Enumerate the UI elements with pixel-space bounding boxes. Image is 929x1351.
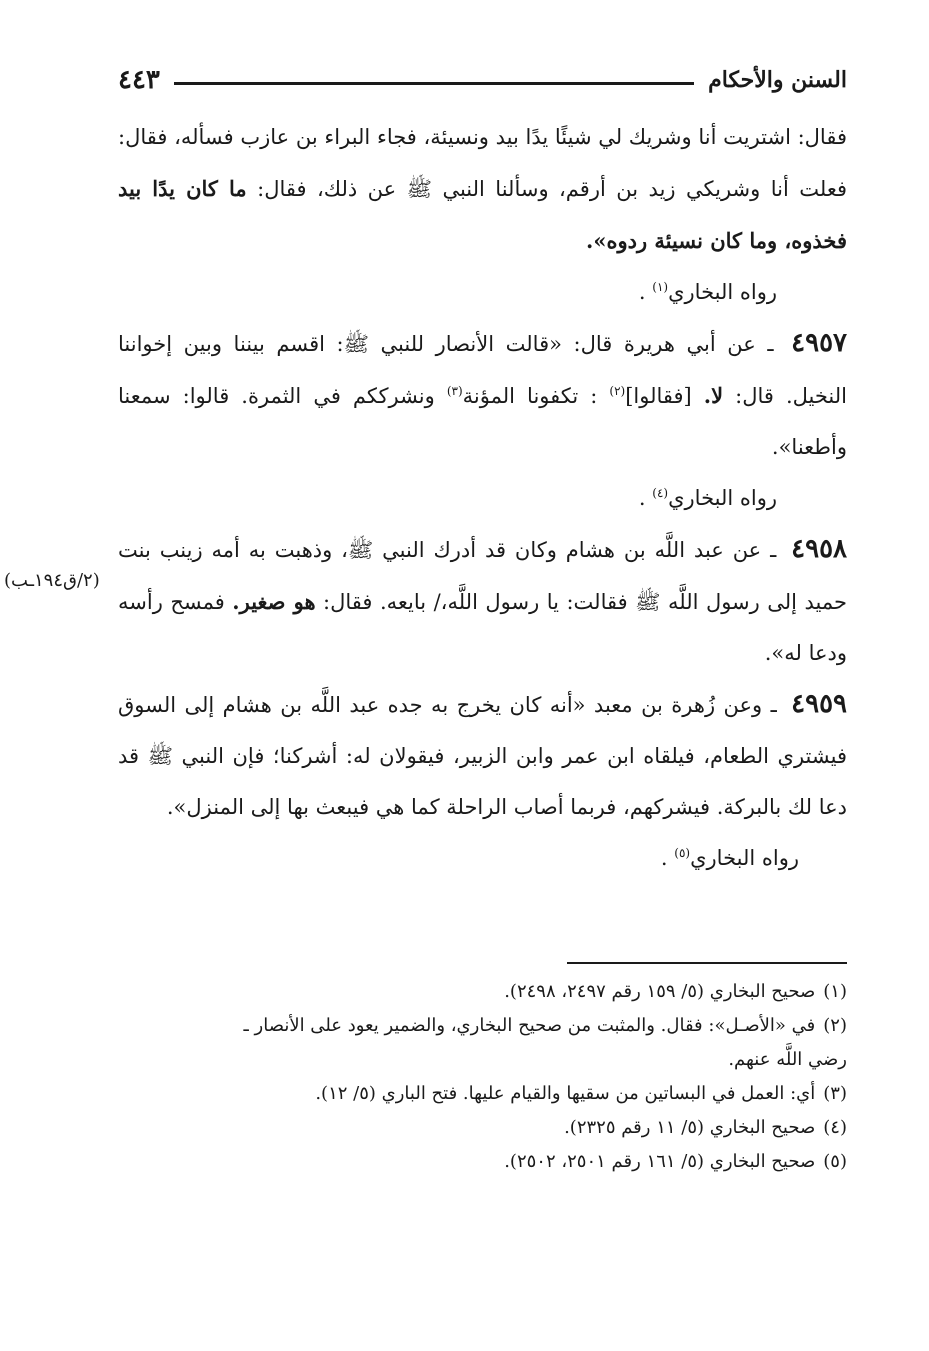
footnote-separator xyxy=(567,962,847,964)
attribution-text: رواه البخاري xyxy=(668,280,777,304)
hadith-4958-block xyxy=(118,524,847,679)
running-title: السنن والأحكام xyxy=(708,67,847,93)
page-header xyxy=(118,60,847,100)
footnote-2-continued xyxy=(118,1043,847,1077)
footnote-number: (١) xyxy=(823,981,847,1002)
footnote-1 xyxy=(118,975,847,1009)
footnote-4 xyxy=(118,1111,847,1145)
hadith-4958 xyxy=(118,524,847,679)
footnotes xyxy=(118,975,847,1179)
footnote-text: صحيح البخاري (٥/ ١٦١ رقم ٢٥٠١، ٢٥٠٢). xyxy=(504,1151,816,1172)
attribution-text: رواه البخاري xyxy=(690,846,799,870)
paragraph-line: فقال: فعلت أنا وشريكي زيد بن أرقم، وسألنا النبي ﷺ عن ذلك، فقال: xyxy=(118,125,848,201)
footnote-number: (٢) xyxy=(823,1015,847,1036)
attribution-tail: . xyxy=(660,846,675,870)
hadith-text: ـ وعن زُهرة بن معبد «أنه كان يخرج به جده عبد اللَّه بن هشام إلى السوق فيشتري الطعام، فيلقاه ابن عمر وابن الزبير، فيقولان له: أشركنا؛ فإن النبي ﷺ قد دعا لك بالبركة. فيشركهم، فربما أصاب الراحلة كما هي فيبعث بها إلى المنزل». xyxy=(118,693,847,819)
footnote-number: (٤) xyxy=(823,1117,847,1138)
hadith-number: ٤٩٥٨ xyxy=(791,534,847,564)
main-text xyxy=(118,112,847,884)
attribution-tail: . xyxy=(638,486,653,510)
attribution-tail: . xyxy=(638,280,653,304)
footnote-3 xyxy=(118,1077,847,1111)
hadith-text: فمسح رأسه ودعا له». xyxy=(118,590,847,665)
hadith-number: ٤٩٥٩ xyxy=(791,689,847,719)
hadith-number: ٤٩٥٧ xyxy=(791,328,847,358)
footnote-2 xyxy=(118,1009,847,1043)
attribution xyxy=(118,267,847,318)
bold-quote: لا. xyxy=(703,383,724,408)
footnote-number: (٣) xyxy=(823,1083,847,1104)
footnote-5 xyxy=(118,1145,847,1179)
hadith-text: ونشرككم في الثمرة. قالوا: سمعنا وأطعنا». xyxy=(118,384,847,459)
bold-quote: ما كان يدًا بيد فخذوه، وما كان نسيئة ردوه». xyxy=(118,176,847,253)
footnote-text: صحيح البخاري (٥/ ١١ رقم ٢٣٢٥). xyxy=(564,1117,816,1138)
hadith-text: ـ عن عبد اللَّه بن هشام وكان قد أدرك النبي ﷺ، وذهبت به أمه زينب بنت حميد إلى رسول اللَّه ﷺ فقالت: يا رسول اللَّه،/ بايعه. فقال: xyxy=(118,538,847,614)
attribution xyxy=(118,833,847,884)
page-number: ٤٤٣ xyxy=(118,65,160,95)
manuscript-folio-note: (٢/ق١٩٤ـب) xyxy=(4,570,100,591)
footnote-ref[interactable]: (١) xyxy=(652,280,669,294)
footnote-ref[interactable]: (٣) xyxy=(446,384,463,398)
hadith-4959 xyxy=(118,679,847,833)
hadith-text: [فقالوا] xyxy=(625,384,704,408)
hadith-4957 xyxy=(118,318,847,473)
bold-quote: هو صغير. xyxy=(232,589,316,614)
footnote-ref[interactable]: (٤) xyxy=(652,486,669,500)
footnote-ref[interactable]: (٥) xyxy=(674,846,691,860)
footnote-ref[interactable]: (٢) xyxy=(609,384,626,398)
footnote-number: (٥) xyxy=(823,1151,847,1172)
hadith-text: ـ عن أبي هريرة قال: «قالت الأنصار للنبي ﷺ: اقسم بيننا وبين إخواننا النخيل. قال: xyxy=(118,332,848,408)
footnote-text: أي: العمل في البساتين من سقيها والقيام عليها. فتح الباري (٥/ ١٢). xyxy=(315,1083,816,1104)
continued-paragraph xyxy=(118,112,847,267)
footnote-text: رضي اللَّه عنهم. xyxy=(728,1049,847,1070)
attribution-text: رواه البخاري xyxy=(668,486,777,510)
paragraph-line: فقال: اشتريت أنا وشريك لي شيئًا يدًا بيد ونسيئة، فجاء البراء بن عازب فسأله، xyxy=(174,125,847,149)
footnote-text: صحيح البخاري (٥/ ١٥٩ رقم ٢٤٩٧، ٢٤٩٨). xyxy=(504,981,816,1002)
hadith-text: : تكفونا المؤنة xyxy=(462,384,610,408)
header-rule xyxy=(174,82,694,85)
attribution xyxy=(118,473,847,524)
footnote-text: في «الأصـل»: فقال. والمثبت من صحيح البخاري، والضمير يعود على الأنصار ـ xyxy=(243,1015,816,1036)
